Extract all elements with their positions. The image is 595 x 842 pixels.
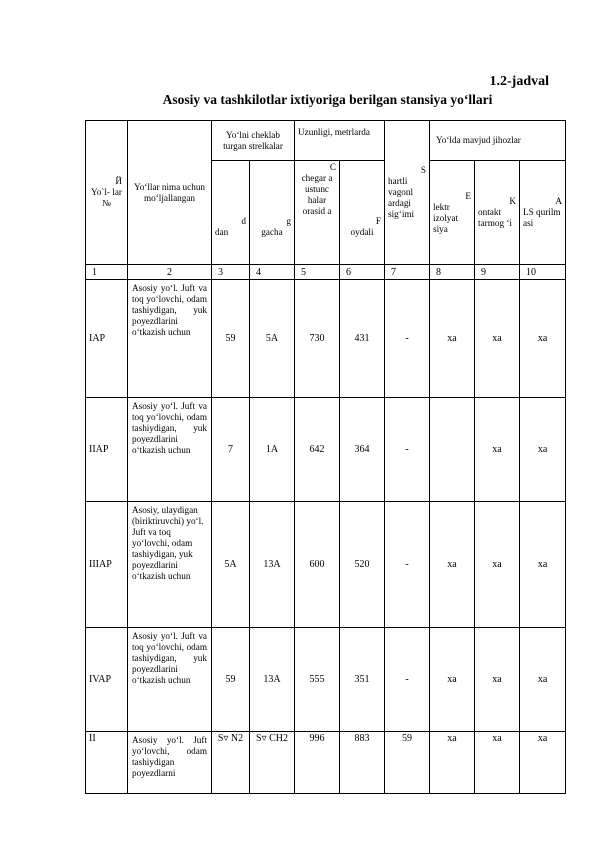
capacity: - (385, 628, 430, 732)
electric-insulation: xa (430, 280, 475, 398)
column-number: 1 (86, 265, 128, 280)
useful-length: 431 (340, 280, 385, 398)
track-purpose: Asosiy yo‘l. Juft va toq yo‘lovchi, odam tashiydigan, yuk poyezdlarini o‘tkazish uchun (128, 628, 212, 732)
useful-length: 520 (340, 502, 385, 628)
track-name: IVAP (86, 628, 128, 732)
table-row (86, 732, 566, 794)
track-name: IIAP (86, 398, 128, 502)
table-row (86, 628, 566, 732)
capacity: - (385, 502, 430, 628)
full-length: 996 (295, 732, 340, 794)
full-length: 600 (295, 502, 340, 628)
useful-length: 364 (340, 398, 385, 502)
column-number: 9 (475, 265, 520, 280)
track-name: IAP (86, 280, 128, 398)
full-length: 642 (295, 398, 340, 502)
column-number: 5 (295, 265, 340, 280)
stations-tracks-table (85, 120, 566, 794)
header-contact-network: K ontakt tarmog ‘i (475, 161, 520, 265)
full-length: 555 (295, 628, 340, 732)
electric-insulation (430, 398, 475, 502)
column-number-row (86, 265, 566, 280)
header-devices: Yo‘lda mavjud jihozlar (430, 121, 566, 161)
track-name: IIIAP (86, 502, 128, 628)
track-purpose: Asosiy yo‘l. Juft yo‘lovchi, odam tashiydigan poyezdlarni (128, 732, 212, 794)
header-length: Uzunligi, metrlarda (295, 121, 385, 161)
header-full-length: C chegar a ustunc halar orasid a (295, 161, 340, 265)
electric-insulation: xa (430, 502, 475, 628)
switch-to: 5A (250, 280, 295, 398)
track-name: II (86, 732, 128, 794)
table-title: Asosiy va tashkilotlar ixtiyoriga berilgan stansiya yo‘llari (162, 92, 493, 107)
table-caption: 1.2-jadval (489, 74, 549, 89)
track-purpose: Asosiy yo‘l. Juft va toq yo‘lovchi, odam tashiydigan, yuk poyezdlarini o‘tkazish uchun (128, 398, 212, 502)
column-number: 8 (430, 265, 475, 280)
contact-network: xa (475, 628, 520, 732)
header-purpose: Yo‘llar nima uchun mo‘ljallangan (128, 121, 212, 265)
header-useful-length: F oydali (340, 161, 385, 265)
switch-from: S▿ N2 (212, 732, 250, 794)
capacity: - (385, 398, 430, 502)
column-number: 6 (340, 265, 385, 280)
switch-to: 1A (250, 398, 295, 502)
capacity: 59 (385, 732, 430, 794)
als-device: xa (520, 502, 566, 628)
switch-from: 59 (212, 628, 250, 732)
contact-network: xa (475, 502, 520, 628)
contact-network: xa (475, 398, 520, 502)
column-number: 3 (212, 265, 250, 280)
useful-length: 883 (340, 732, 385, 794)
table-row (86, 502, 566, 628)
switch-from: 7 (212, 398, 250, 502)
table-row (86, 398, 566, 502)
header-track-number: Й Yo`l- lar № (86, 121, 128, 265)
electric-insulation: xa (430, 732, 475, 794)
column-number: 2 (128, 265, 212, 280)
contact-network: xa (475, 732, 520, 794)
column-number: 7 (385, 265, 430, 280)
switch-from: 5A (212, 502, 250, 628)
capacity: - (385, 280, 430, 398)
als-device: xa (520, 732, 566, 794)
track-purpose: Asosiy yo‘l. Juft va toq yo‘lovchi, odam tashiydigan, yuk poyezdlarini o‘tkazish uchun (128, 280, 212, 398)
header-limiting-switches: Yo‘lni cheklab turgan strelkalar (212, 121, 295, 161)
contact-network: xa (475, 280, 520, 398)
electric-insulation: xa (430, 628, 475, 732)
full-length: 730 (295, 280, 340, 398)
als-device: xa (520, 628, 566, 732)
track-purpose: Asosiy, ulaydigan (biriktiruvchi) yo‘l. Juft va toq yo‘lovchi, odam tashiydigan, yuk poyezdlarini o‘tkazish uchun (128, 502, 212, 628)
als-device: xa (520, 280, 566, 398)
header-to: g gacha (250, 161, 295, 265)
switch-to: S▿ CH2 (250, 732, 295, 794)
als-device: xa (520, 398, 566, 502)
header-electric-insulation: E lektr izolyat siya (430, 161, 475, 265)
header-als-device: A LS qurilm asi (520, 161, 566, 265)
column-number: 4 (250, 265, 295, 280)
table-row (86, 280, 566, 398)
column-number: 10 (520, 265, 566, 280)
header-capacity: S hartli vagonl ardagi sig‘imi (385, 121, 430, 265)
switch-from: 59 (212, 280, 250, 398)
header-from: d dan (212, 161, 250, 265)
switch-to: 13A (250, 628, 295, 732)
useful-length: 351 (340, 628, 385, 732)
switch-to: 13A (250, 502, 295, 628)
